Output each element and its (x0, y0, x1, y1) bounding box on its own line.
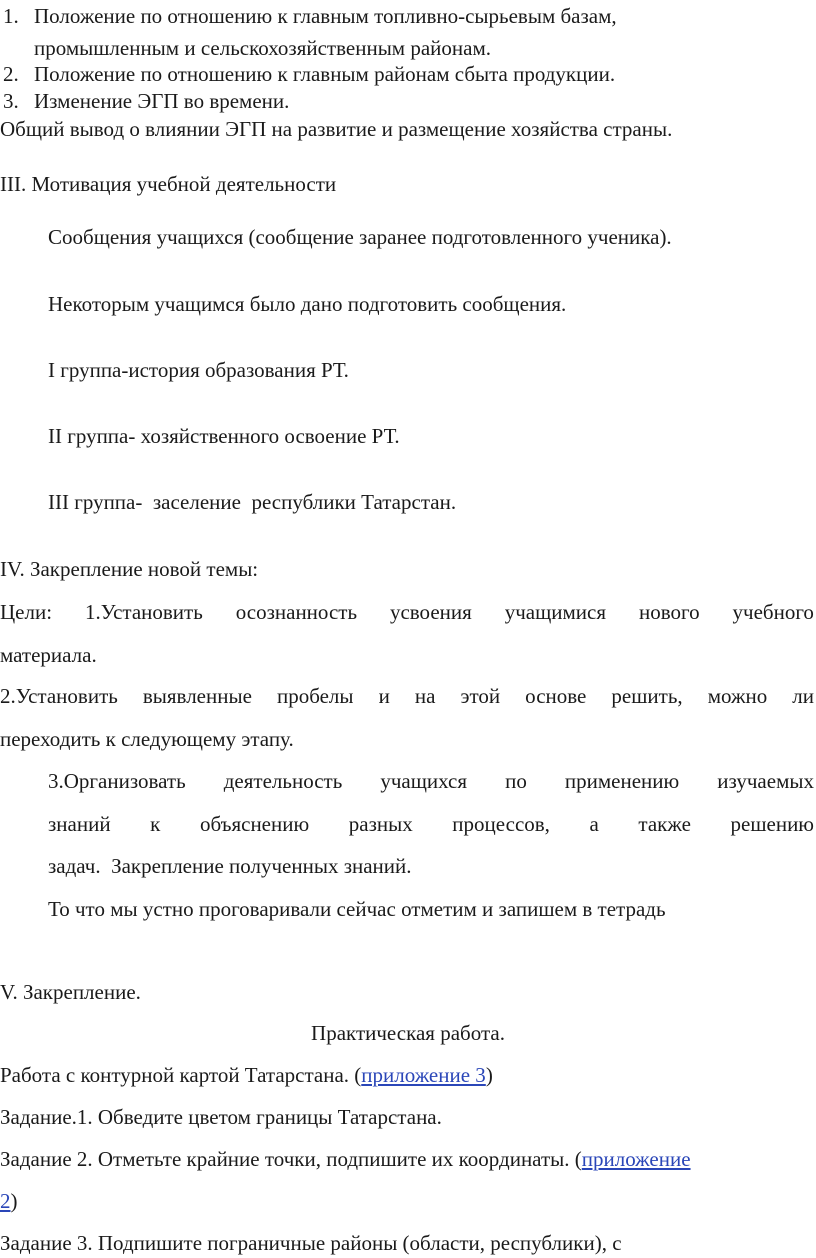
group-2-text: II группа- хозяйственного освоение РТ. (48, 424, 400, 448)
appendix-2-link[interactable]: приложение (581, 1147, 691, 1171)
word: 1.Установить (84, 600, 203, 624)
section-5-heading: V. Закрепление. (0, 980, 141, 1004)
list-number: 3. (3, 89, 19, 113)
word: нового (638, 600, 700, 624)
list-item-3 (3, 89, 289, 113)
word: 2.Установить (0, 684, 118, 708)
section-4-note: То что мы устно проговаривали сейчас отметим и запишем в тетрадь (48, 897, 666, 921)
work-description (0, 1063, 493, 1087)
goal-3-line-1 (48, 769, 814, 793)
goal-2-line-2: переходить к следующему этапу. (0, 727, 294, 751)
task-2-suffix: ) (10, 1189, 18, 1213)
word: учебного (732, 600, 814, 624)
word: а (589, 812, 599, 836)
goal-3-line-2 (48, 812, 814, 836)
conclusion-text: Общий вывод о влиянии ЭГП на развитие и размещение хозяйства страны. (0, 117, 673, 141)
task-2-prefix: Задание 2. Отметьте крайние точки, подпишите их координаты. ( (0, 1147, 582, 1171)
word: применению (564, 769, 680, 793)
word: на (414, 684, 436, 708)
task-3-text: Задание 3. Подпишите пограничные районы (области, республики), с (0, 1231, 622, 1255)
list-text: Положение по отношению к главным районам сбыта продукции. (34, 62, 616, 86)
group-3-text: III группа- заселение республики Татарстан. (48, 490, 457, 514)
list-number: 1. (3, 4, 19, 28)
word: знаний (48, 812, 111, 836)
word: усвоения (389, 600, 472, 624)
work-suffix: ) (485, 1063, 493, 1087)
word: можно (707, 684, 768, 708)
task-1-text: Задание.1. Обведите цветом границы Татарстана. (0, 1105, 442, 1129)
group-1-text: I группа-история образования РТ. (48, 358, 349, 382)
section-4-heading: IV. Закрепление новой темы: (0, 557, 259, 581)
word: по (505, 769, 527, 793)
word: Цели: (0, 600, 53, 624)
practical-work-title: Практическая работа. (311, 1021, 505, 1045)
appendix-2-link-number[interactable]: 2 (0, 1189, 11, 1213)
word: осознанность (235, 600, 358, 624)
list-text: Положение по отношению к главным топливно-сырьевым базам, (34, 4, 617, 28)
list-item-2 (3, 62, 615, 86)
word: решению (730, 812, 814, 836)
task-2-continuation (0, 1189, 18, 1213)
word: и (378, 684, 390, 708)
goals-line-1 (0, 600, 814, 624)
word: изучаемых (717, 769, 814, 793)
task-2-text (0, 1147, 691, 1171)
word: учащимися (504, 600, 607, 624)
work-prefix: Работа с контурной картой Татарстана. ( (0, 1063, 362, 1087)
appendix-3-link[interactable]: приложение 3 (361, 1063, 486, 1087)
section-3-paragraph-2: Некоторым учащимся было дано подготовить сообщения. (48, 292, 567, 316)
list-text: Изменение ЭГП во времени. (34, 89, 290, 113)
word: 3.Организовать (48, 769, 186, 793)
word: также (638, 812, 691, 836)
word: учащихся (380, 769, 468, 793)
word: ли (792, 684, 814, 708)
list-item-1-continuation: промышленным и сельскохозяйственным районам. (34, 36, 491, 60)
word: к (150, 812, 161, 836)
word: решить, (611, 684, 683, 708)
list-number: 2. (3, 62, 19, 86)
word: деятельность (223, 769, 343, 793)
list-item-1 (3, 4, 617, 28)
section-3-heading: III. Мотивация учебной деятельности (0, 172, 337, 196)
word: основе (525, 684, 587, 708)
goals-line-2: материала. (0, 643, 97, 667)
word: этой (460, 684, 501, 708)
word: разных (348, 812, 413, 836)
word: объяснению (199, 812, 310, 836)
word: пробелы (276, 684, 354, 708)
word: процессов, (452, 812, 550, 836)
section-3-paragraph-1: Сообщения учащихся (сообщение заранее подготовленного ученика). (48, 225, 672, 249)
goal-3-line-3: задач. Закрепление полученных знаний. (48, 854, 412, 878)
goal-2-line-1 (0, 684, 814, 708)
word: выявленные (142, 684, 252, 708)
